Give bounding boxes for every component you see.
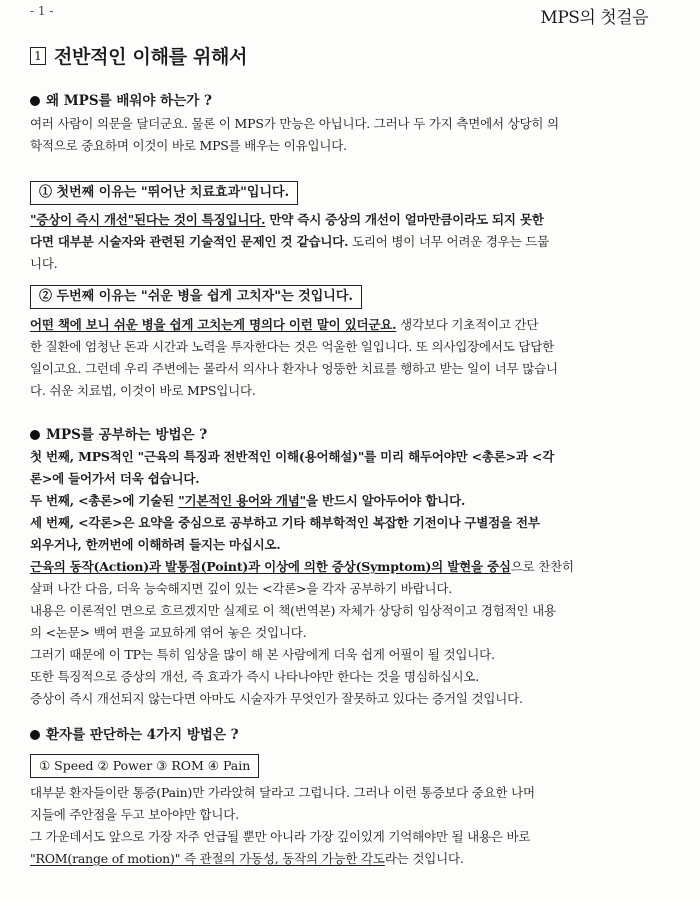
reason1-body: "증상이 즉시 개선"된다는 것이 특징입니다. 만약 즉시 증상의 개선이 얼마만큼이라도 되지 못한 다면 대부분 시술자와 관련된 기술적인 문제인 것 같습니다. 도리어 병이 너무 어려운 경우는 드뭅 니다.	[30, 212, 549, 271]
q2-section: MPS를 공부하는 방법은 ? 첫 번째, MPS적인 "근육의 특징과 전반적인 이해(용어해설)"를 미리 해두어야만 <총론>과 <각 론>에 들어가서 더욱 쉽습니다. 두 번째, <총론>에 기술된 "기본적인 용어와 개념"을 반드시 알아두어야 합니다. 세 번째, <각론>은 요약을 중심으로 공부하고 기타 해부학적인 복잡한 기전이나 구별점을 전부 외우거나, 한꺼번에 이해하려 들지는 마십시오. 근육의 동작(Action)과 발통점(Point)과 이상에 의한 증상(Symptom)의 발현을 중심으로 찬찬히 살펴 나간 다음, 더욱 능숙해지면 깊이 있는 <각론>을 각자 공부하기 바랍니다. 내용은 이론적인 면으로 흐르겠지만 실제로 이 책(번역본) 자체가 상당히 임상적이고 경험적인 내용 의 <논문> 백여 편을 교묘하게 엮어 놓은 것입니다. 그러기 때문에 이 TP는 특히 임상을 많이 해 본 사람에게 더욱 쉽게 어필이 될 것입니다. 또한 특징적으로 증상의 개선, 즉 효과가 즉시 나타나야만 한다는 것을 명심하십시오. 증상이 즉시 개선되지 않는다면 아마도 시술자가 무엇인가 잘못하고 있다는 증거일 것입니다.	[30, 426, 648, 710]
reason2-box: ② 두번째 이유는 "쉬운 병을 쉽게 고치자"는 것입니다.	[30, 285, 362, 309]
q3-body: 대부분 환자들이란 통증(Pain)만 가라앉혀 달라고 그럽니다. 그러나 이런 통증보다 중요한 나머 지들에 주안점을 두고 보아야만 합니다. 그 가운데서도 앞으로 가장 자주 언급될 뿐만 아니라 가장 깊이있게 기억해야만 될 내용은 바로 "ROM(range of motion)" 즉 관절의 가동성, 동작의 가능한 각도라는 것입니다.	[30, 785, 535, 866]
q1-section	[30, 92, 648, 157]
section-title	[30, 42, 247, 69]
reason1-box: ① 첫번째 이유는 "뛰어난 치료효과"입니다.	[30, 181, 298, 205]
q1-heading: 왜 MPS를 배워야 하는가 ?	[30, 92, 648, 110]
page-number: - 1 -	[30, 4, 54, 18]
q3-highlight: "ROM(range of motion)" 즉 관절의 가동성, 동작의 가능한 각도	[30, 851, 385, 866]
section-number: 1	[30, 47, 46, 65]
q2-heading: MPS를 공부하는 방법은 ?	[30, 426, 648, 444]
reason2-highlight: 어떤 책에 보니 쉬운 병을 쉽게 고치는게 명의다 이런 말이 있더군요.	[30, 317, 397, 332]
section-title-text: 전반적인 이해를 위해서	[54, 46, 248, 68]
reason2-body: 어떤 책에 보니 쉬운 병을 쉽게 고치는게 명의다 이런 말이 있더군요. 생각보다 기초적이고 간단 한 질환에 엄청난 돈과 시간과 노력을 투자한다는 것은 억울한 일입니다. 또 의사입장에서도 답답한 일이고요. 그런데 우리 주변에는 몰라서 의사나 환자나 엉뚱한 치료를 행하고 받는 일이 너무 많습니 다. 쉬운 치료법, 이것이 바로 MPS입니다.	[30, 317, 558, 398]
bullet-icon	[30, 430, 40, 440]
q3-heading: 환자를 판단하는 4가지 방법은 ?	[30, 726, 648, 744]
running-head: MPS의 첫걸음	[540, 8, 648, 28]
bullet-icon	[30, 96, 40, 106]
bullet-icon	[30, 730, 40, 740]
q3-section	[30, 726, 648, 744]
q3-box: ① Speed ② Power ③ ROM ④ Pain	[30, 754, 259, 778]
q2-highlight: 근육의 동작(Action)과 발통점(Point)과 이상에 의한 증상(Symptom)의 발현을 중심	[30, 559, 511, 574]
reason1-highlight: "증상이 즉시 개선"된다는 것이 특징입니다.	[30, 212, 266, 227]
q1-line-1: 여러 사람이 의문을 달더군요. 물론 이 MPS가 만능은 아닙니다. 그러나 두 가지 측면에서 상당히 의	[30, 116, 559, 131]
q1-line-2: 학적으로 중요하며 이것이 바로 MPS를 배우는 이유입니다.	[30, 138, 347, 153]
